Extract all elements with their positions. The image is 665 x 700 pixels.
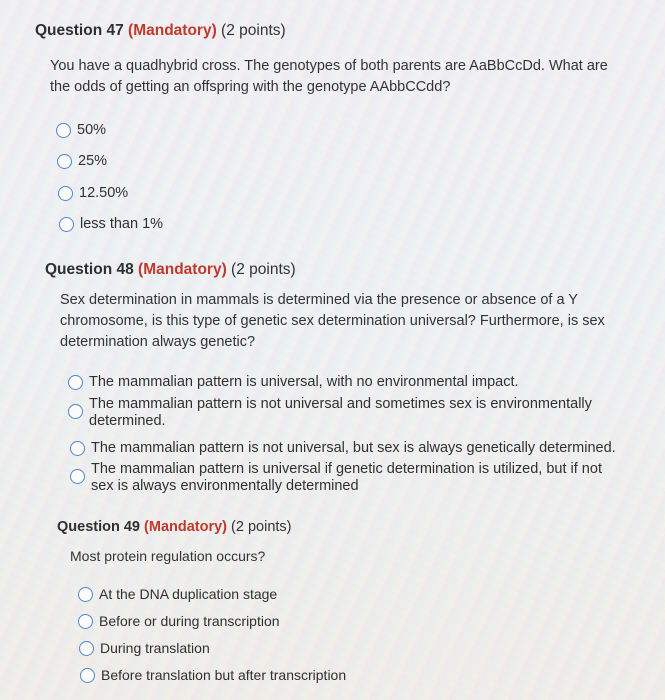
q47-option-25[interactable]: 25% — [57, 153, 107, 170]
question-47 — [35, 22, 635, 40]
q48-option-not-universal-genetic[interactable]: The mammalian pattern is not universal, but sex is always genetically determined. — [70, 440, 616, 457]
q49-option-dna-duplication[interactable]: At the DNA duplication stage — [78, 586, 277, 603]
radio-button[interactable] — [70, 469, 85, 484]
radio-button[interactable] — [78, 587, 93, 602]
question-49-title: Question 49 (Mandatory) (2 points) — [57, 519, 292, 535]
question-48-title: Question 48 (Mandatory) (2 points) — [45, 261, 296, 278]
q49-option-before-translation-after-transcription[interactable]: Before translation but after transcription — [80, 667, 346, 684]
q48-option-universal-no-env[interactable]: The mammalian pattern is universal, with no environmental impact. — [68, 374, 519, 391]
radio-button[interactable] — [68, 375, 83, 390]
q48-option-universal-if-genetic[interactable]: The mammalian pattern is universal if genetic determination is utilized, but if not sex is always environmentally determined — [70, 461, 602, 495]
radio-button[interactable] — [56, 123, 71, 138]
question-47-title: Question 47 (Mandatory) (2 points) — [35, 22, 286, 39]
q49-option-during-translation[interactable]: During translation — [79, 640, 210, 657]
q47-option-12-5[interactable]: 12.50% — [58, 185, 128, 202]
q48-option-not-universal-env[interactable]: The mammalian pattern is not universal and sometimes sex is environmentally determined. — [68, 396, 592, 430]
radio-button[interactable] — [59, 217, 74, 232]
q47-option-less-than-1[interactable]: less than 1% — [59, 216, 163, 233]
question-47-text: You have a quadhybrid cross. The genotypes of both parents are AaBbCcDd. What are the odds of getting an offspring with the genotype AAbbCCdd? — [50, 58, 608, 95]
question-48-text: Sex determination in mammals is determined via the presence or absence of a Y chromosome, is this type of genetic sex determination universal? Furthermore, is sex determination always genetic? — [60, 292, 605, 350]
radio-button[interactable] — [58, 186, 73, 201]
q47-option-50[interactable]: 50% — [56, 122, 106, 139]
q49-option-before-during-transcription[interactable]: Before or during transcription — [78, 613, 280, 630]
radio-button[interactable] — [68, 404, 83, 419]
radio-button[interactable] — [70, 441, 85, 456]
radio-button[interactable] — [78, 614, 93, 629]
radio-button[interactable] — [79, 641, 94, 656]
question-49 — [57, 519, 637, 535]
radio-button[interactable] — [57, 154, 72, 169]
question-49-text: Most protein regulation occurs? — [70, 548, 266, 564]
question-48 — [45, 261, 645, 279]
radio-button[interactable] — [80, 668, 95, 683]
